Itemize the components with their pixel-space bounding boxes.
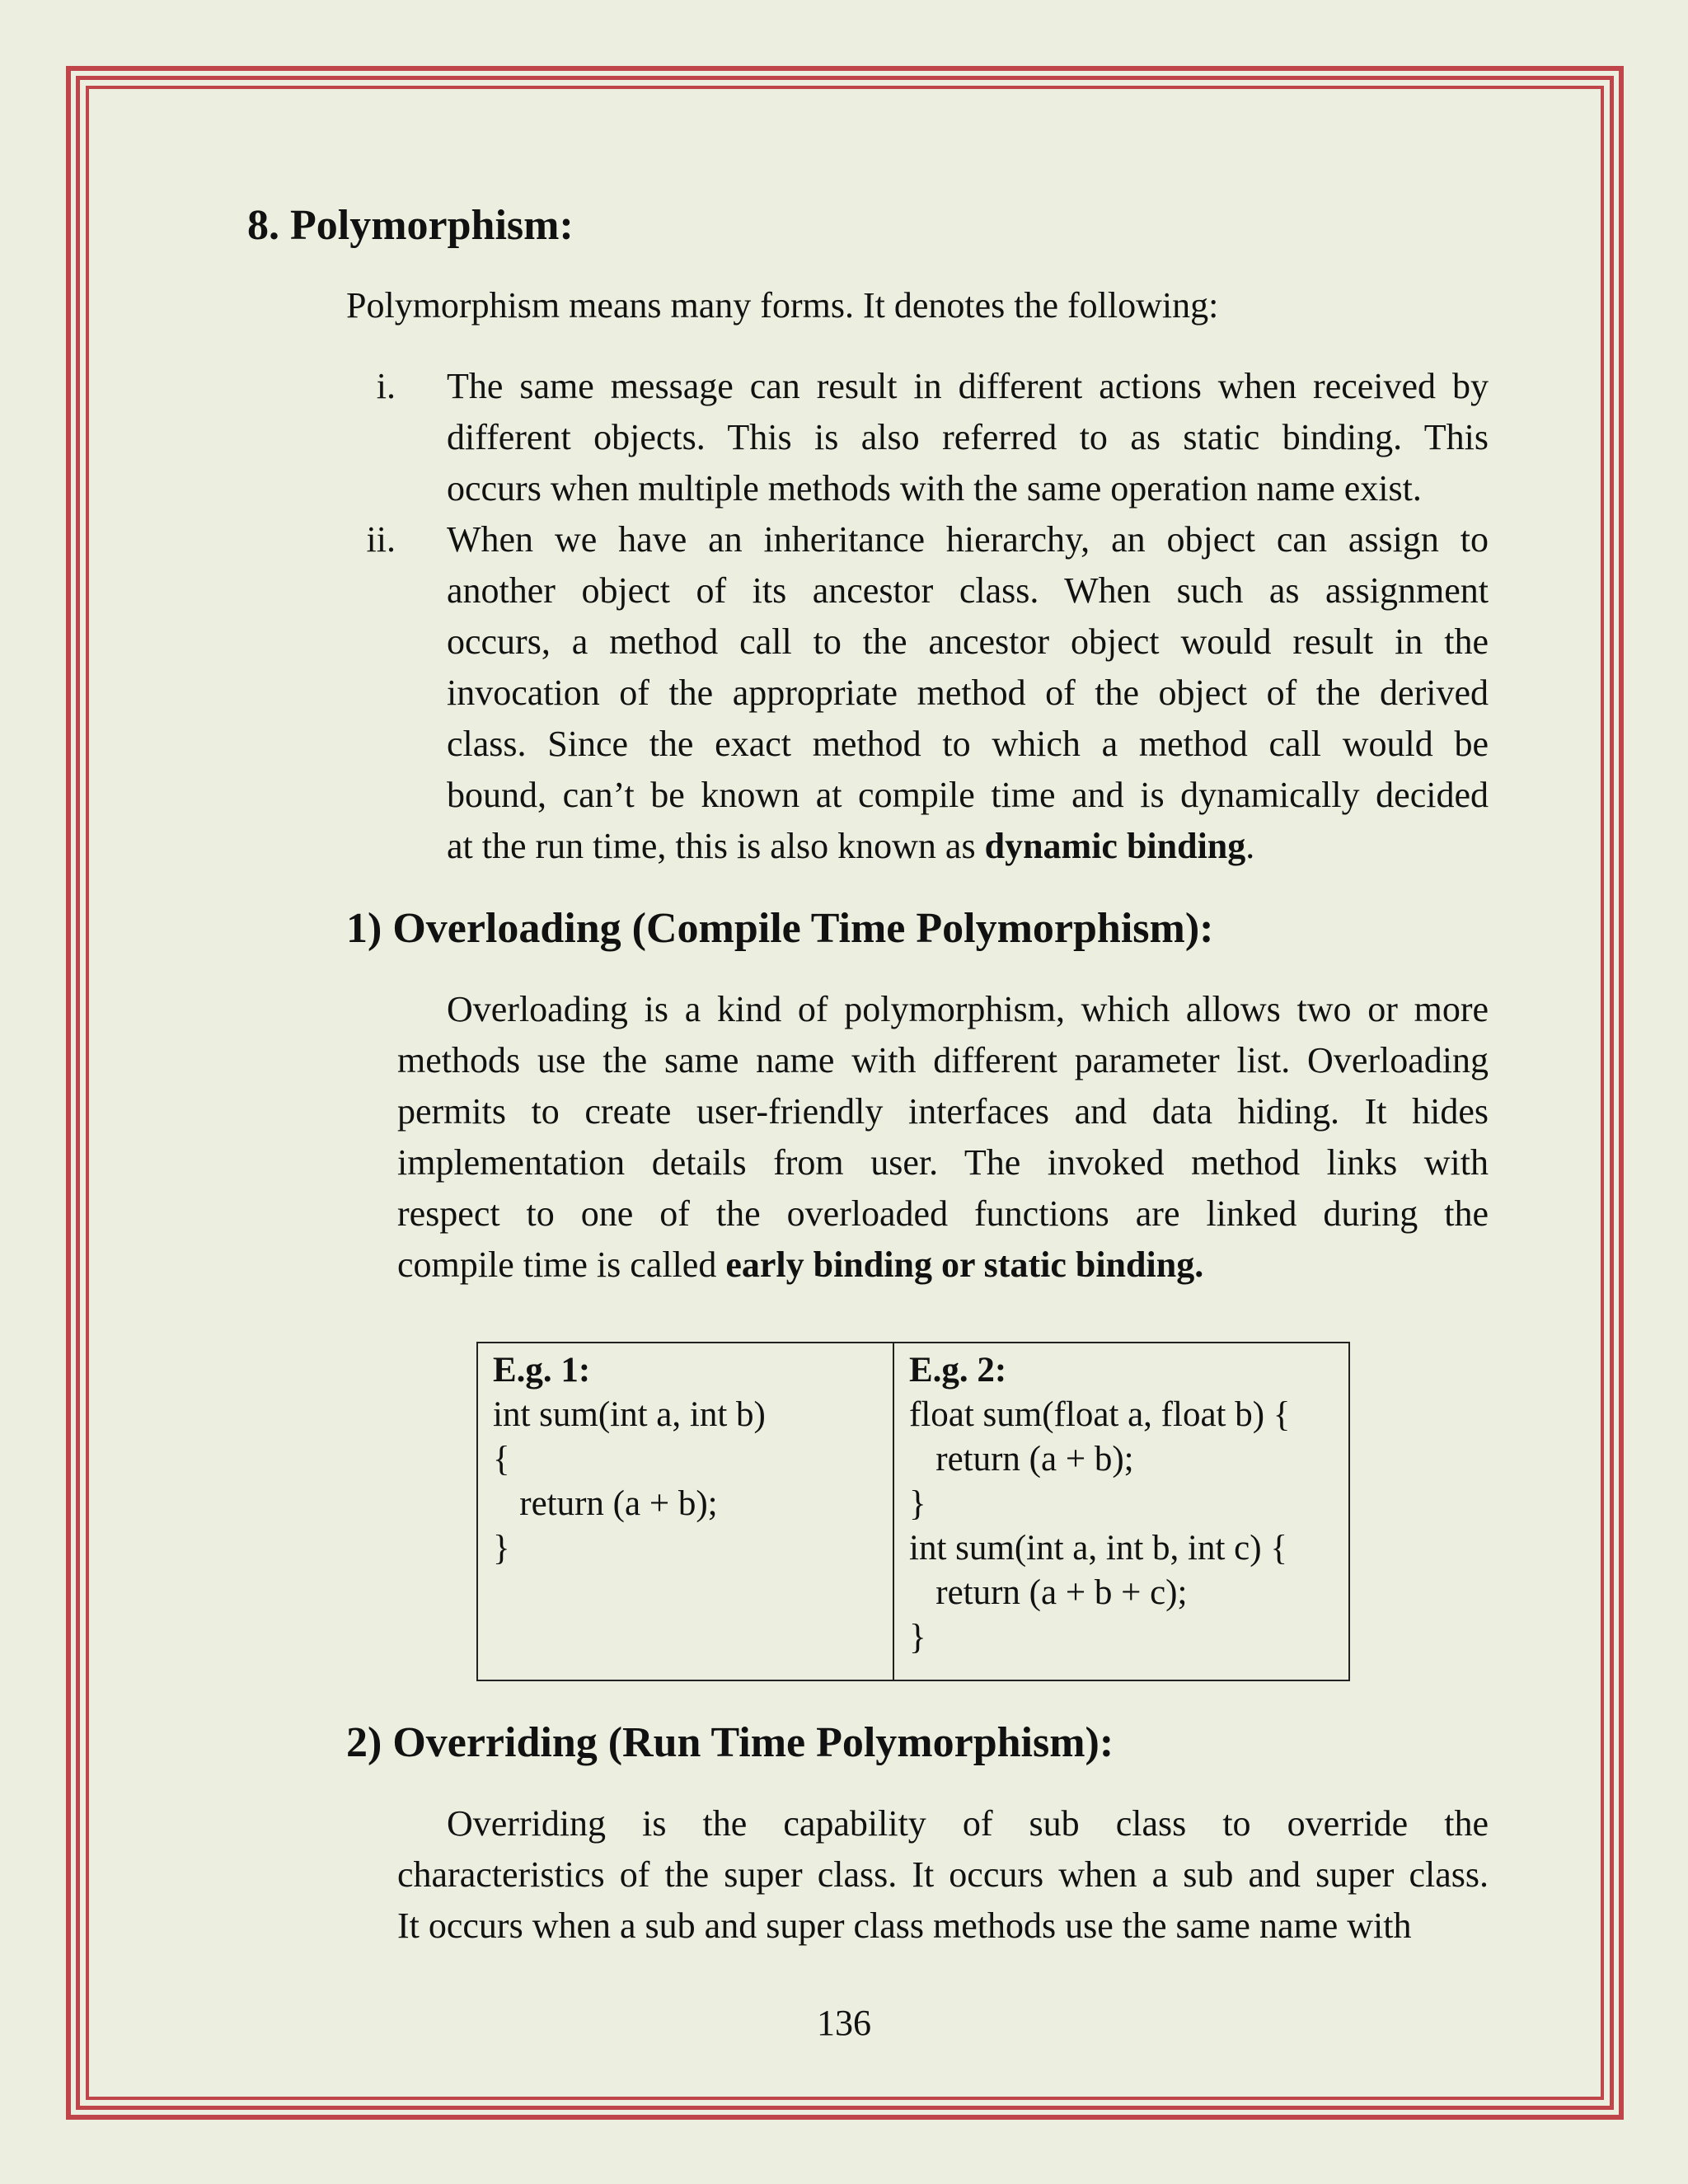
code-line: int sum(int a, int b, int c) { [909,1529,1287,1568]
overriding-paragraph: Overriding is the capability of sub class to override the characteristics of the super class. It occurs when a sub and super class. It occurs when a sub and super class methods use the same name with [397,1803,1489,1946]
list-item-text: When we have an inheritance hierarchy, an object can assign to another object of its ancestor class. When such as assignment occurs, a method call to the ancestor object would result in the invocation of the appropriate method of the object of the derived class. Since the exact method to which a method call would be bound, can’t be known at compile time and is dynamically decided at the run time, this is also known as dynamic binding. [447,519,1489,866]
example-label: E.g. 2: [909,1351,1007,1390]
overloading-heading: 1) Overloading (Compile Time Polymorphism): [346,905,1214,952]
section-title: 8. Polymorphism: [247,202,574,249]
code-line: float sum(float a, float b) { [909,1395,1291,1434]
example-label: E.g. 1: [493,1351,591,1390]
list-item-text: The same message can result in different actions when received by different objects. This is also referred to as static binding. This occurs when multiple methods with the same operation name exist. [447,366,1489,509]
code-line: return (a + b + c); [909,1573,1188,1612]
code-line: return (a + b); [493,1484,718,1523]
code-line: } [909,1484,926,1523]
list-marker: i. [376,366,396,406]
code-line: } [493,1529,510,1568]
list-marker: ii. [366,519,396,560]
code-line: } [909,1618,926,1657]
overloading-paragraph: Overloading is a kind of polymorphism, which allows two or more methods use the same name with different parameter list. Overloading permits to create user-friendly interfaces and data hiding. It hides implementation details from user. The invoked method links with respect to one of the overloaded functions are linked during the compile time is called early binding or static binding. [397,989,1489,1285]
early-binding-term: early binding or static binding. [725,1244,1204,1285]
section-intro: Polymorphism means many forms. It denotes the following: [346,285,1219,326]
code-line: { [493,1440,510,1479]
example-cell-1 [478,1343,894,1680]
example-cell-2 [894,1343,1348,1680]
example-table [476,1342,1350,1681]
code-line: return (a + b); [909,1440,1134,1479]
overriding-heading: 2) Overriding (Run Time Polymorphism): [346,1719,1114,1766]
page-number: 136 [817,2003,871,2043]
code-line: int sum(int a, int b) [493,1395,766,1434]
dynamic-binding-term: dynamic binding [984,826,1246,866]
